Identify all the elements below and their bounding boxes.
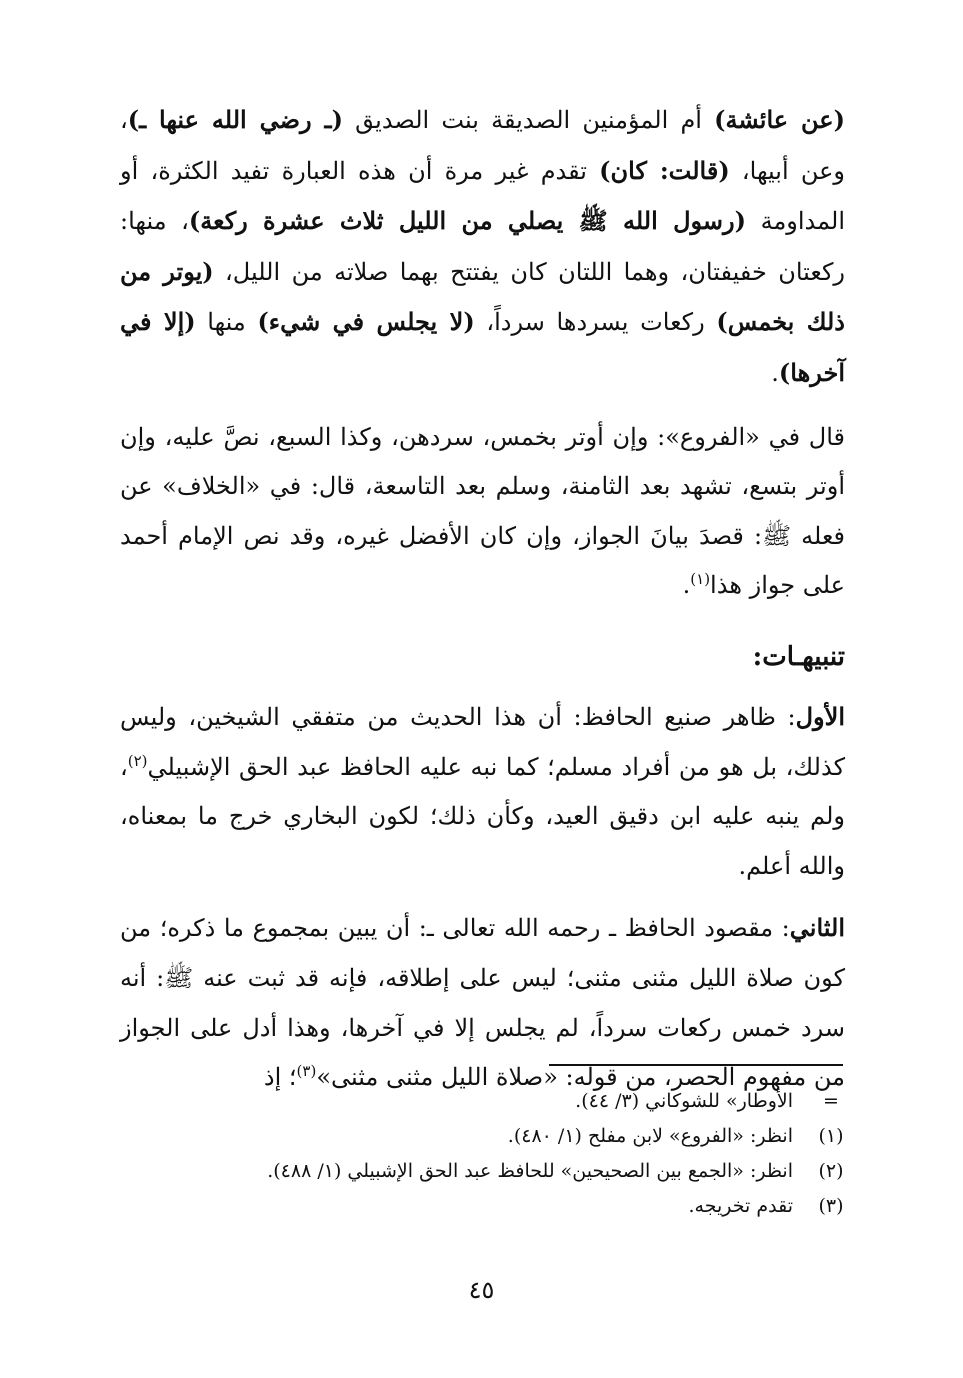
paragraph-second-note	[120, 903, 845, 1102]
note-text: ؛ إذ	[263, 1063, 297, 1092]
commentary-text: .	[771, 358, 779, 387]
note-lead: الثاني	[789, 913, 845, 943]
paragraph-hadith-commentary	[120, 95, 845, 399]
footnote-text: تقدم تخريجه.	[688, 1195, 793, 1217]
hadith-phrase: (يوتر من ذلك بخمس)	[120, 256, 845, 337]
section-heading: تنبيهـات:	[752, 641, 845, 672]
footnote-text: انظر: «الجمع بين الصحيحين» للحافظ عبد الحق الإشبيلي (١/ ٤٨٨).	[267, 1160, 793, 1182]
hadith-phrase: (ـ رضي الله عنها ـ)	[127, 105, 343, 134]
page-number: ٤٥	[468, 1276, 495, 1304]
commentary-text: ، وعن أبيها،	[120, 106, 845, 185]
footnote-marker: (١)	[818, 1125, 844, 1147]
commentary-text: تقدم غير مرة أن هذه العبارة تفيد الكثرة، أو المداومة	[120, 156, 846, 236]
footnote-text: الأوطار» للشوكاني (٣/ ٤٤).	[575, 1090, 793, 1112]
paragraph-furu-quote	[120, 413, 845, 611]
hadith-phrase: (قالت: كان)	[599, 155, 730, 185]
hadith-phrase: (رسول الله ﷺ يصلي من الليل ثلاث عشرة ركعة)	[188, 206, 746, 236]
footnote-marker: =	[823, 1090, 839, 1112]
paragraph-first-note	[120, 692, 845, 891]
footnote-marker: (٣)	[818, 1195, 844, 1217]
commentary-text: ، منها: ركعتان خفيفتان، وهما اللتان كان يفتتح بهما صلاته من الليل،	[120, 207, 846, 286]
footnote-separator	[549, 1064, 843, 1066]
footnote-item	[120, 1154, 845, 1189]
footnote-ref: (٢)	[127, 751, 148, 770]
footnote-ref: (١)	[690, 570, 711, 589]
hadith-phrase: (عن عائشة)	[714, 105, 845, 134]
hadith-phrase: (إلا في آخرها)	[120, 307, 845, 387]
note-text: : ظاهر صنيع الحافظ: أن هذا الحديث من متفقي الشيخين، وليس كذلك، بل هو من أفراد مسلم؛ كما نبه عليه الحافظ عبد الحق الإشبيلي	[120, 702, 845, 781]
footnote-ref: (٣)	[296, 1062, 317, 1081]
punctuation: .	[682, 571, 691, 600]
footnote-item	[120, 1189, 845, 1224]
hadith-phrase: (لا يجلس في شيء)	[257, 307, 475, 337]
quote-text: قال في «الفروع»: وإن أوتر بخمس، سردهن، وكذا السبع، نصَّ عليه، وإن أوتر بتسع، تشهد بعد الثامنة، وسلم بعد التاسعة، قال: في «الخلاف» عن فعله ﷺ: قصدَ بيانَ الجواز، وإن كان الأفضل غيره، وقد نص الإمام أحمد على جواز هذا	[120, 422, 845, 600]
commentary-text: ركعات يسردها سرداً،	[474, 308, 717, 337]
footnote-item	[120, 1119, 845, 1154]
commentary-text: منها	[195, 308, 258, 337]
footnote-item	[120, 1084, 845, 1119]
footnotes	[120, 1084, 845, 1224]
footnote-text: انظر: «الفروع» لابن مفلح (١/ ٤٨٠).	[507, 1125, 793, 1147]
note-text: : مقصود الحافظ ـ رحمه الله تعالى ـ: أن يبين بمجموع ما ذكره؛ من كون صلاة الليل مثنى مثنى؛ ليس على إطلاقه، فإنه قد ثبت عنه ﷺ: أنه سرد خمس ركعات سرداً، لم يجلس إلا في آخرها، وهذا أدل على الجواز من مفهوم الحصر، من قوله: «صلاة الليل مثنى مثنى»	[120, 914, 845, 1092]
note-lead: الأول	[795, 701, 845, 731]
footnote-marker: (٢)	[818, 1160, 844, 1182]
commentary-text: أم المؤمنين الصديقة بنت الصديق	[342, 106, 715, 134]
note-text: ، ولم ينبه عليه ابن دقيق العيد، وكأن ذلك؛ لكون البخاري خرج ما بمعناه، والله أعلم.	[120, 752, 845, 880]
